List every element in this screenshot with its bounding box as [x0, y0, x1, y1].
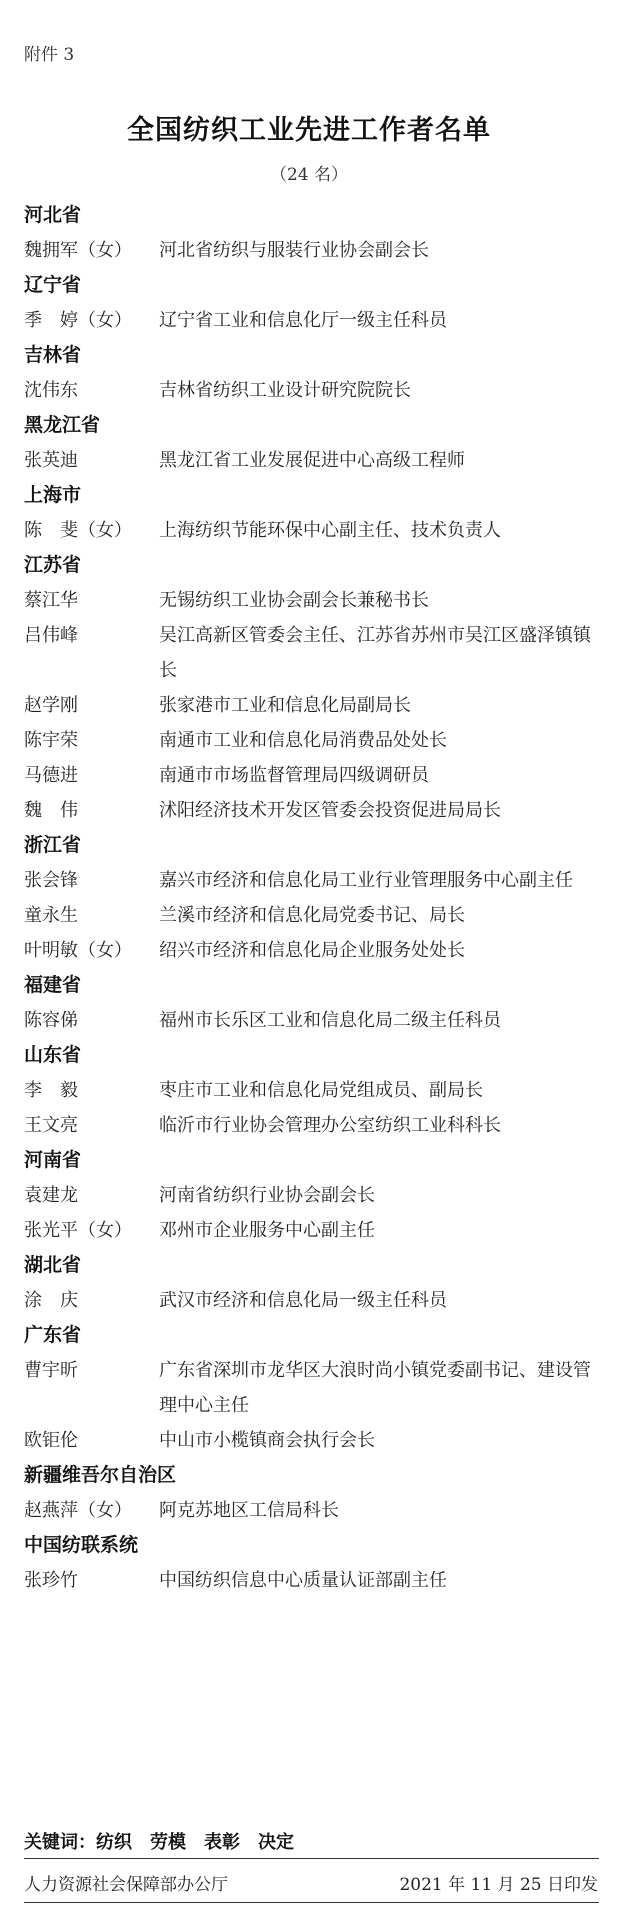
province-heading: 河北省: [24, 204, 82, 226]
issuing-office: 人力资源社会保障部办公厅: [24, 1875, 228, 1895]
honoree-position: 临沂市行业协会管理办公室纺织工业科科长: [159, 1115, 501, 1136]
province-heading: 江苏省: [24, 554, 82, 576]
honoree-position: 广东省深圳市龙华区大浪时尚小镇党委副书记、建设管理中心主任: [159, 1360, 591, 1416]
province-heading: 福建省: [24, 974, 82, 996]
honoree-name: 张会锋: [24, 870, 78, 891]
honoree-name: 李 毅: [24, 1080, 78, 1101]
honoree-entry: [24, 583, 599, 618]
honoree-entry: [24, 898, 599, 933]
honoree-name: 陈容俤: [24, 1010, 78, 1031]
honoree-name: 张珍竹: [24, 1570, 78, 1591]
honoree-name: 魏 伟: [24, 800, 78, 821]
province-heading: 广东省: [24, 1324, 82, 1346]
honoree-entry: [24, 373, 599, 408]
honoree-entry: [24, 1493, 599, 1528]
honoree-position: 张家港市工业和信息化局副局长: [159, 695, 411, 716]
honoree-entry: [24, 1108, 599, 1143]
honoree-position: 南通市工业和信息化局消费品处处长: [159, 730, 447, 751]
honoree-entry: [24, 1178, 599, 1213]
honoree-entry: [24, 1003, 599, 1038]
honoree-name: 魏拥军（女）: [24, 240, 132, 261]
province-heading: 辽宁省: [24, 274, 82, 296]
honoree-name: 叶明敏（女）: [24, 940, 132, 961]
province-heading: 湖北省: [24, 1254, 82, 1276]
province-heading: 黑龙江省: [24, 414, 101, 436]
honoree-name: 季 婷（女）: [24, 310, 132, 331]
honoree-name: 赵学刚: [24, 695, 78, 716]
issue-date: 2021 年 11 月 25 日印发: [399, 1875, 598, 1895]
province-heading: 山东省: [24, 1044, 82, 1066]
honoree-position: 中山市小榄镇商会执行会长: [159, 1430, 375, 1451]
honoree-position: 兰溪市经济和信息化局党委书记、局长: [159, 905, 465, 926]
recipient-count: （24 名）: [269, 165, 349, 185]
honoree-position: 无锡纺织工业协会副会长兼秘书长: [159, 590, 429, 611]
honoree-entry: [24, 1283, 599, 1318]
honoree-entry: [24, 1563, 599, 1598]
province-heading: 中国纺联系统: [24, 1534, 139, 1556]
honoree-position: 河南省纺织行业协会副会长: [159, 1185, 375, 1206]
honoree-entry: [24, 443, 599, 478]
province-heading: 新疆维吾尔自治区: [24, 1464, 177, 1486]
honoree-entry: [24, 303, 599, 338]
honoree-entry: [24, 513, 599, 548]
honoree-name: 沈伟东: [24, 380, 78, 401]
honoree-position: 沭阳经济技术开发区管委会投资促进局局长: [159, 800, 501, 821]
honoree-position: 阿克苏地区工信局科长: [159, 1500, 339, 1521]
honoree-entry: [24, 1353, 599, 1423]
footer-divider-top: [24, 1858, 599, 1859]
province-heading: 河南省: [24, 1149, 82, 1171]
honoree-position: 绍兴市经济和信息化局企业服务处处长: [159, 940, 465, 961]
honoree-position: 武汉市经济和信息化局一级主任科员: [159, 1290, 447, 1311]
honoree-position: 南通市市场监督管理局四级调研员: [159, 765, 429, 786]
honoree-name: 曹宇昕: [24, 1360, 78, 1381]
honoree-name: 涂 庆: [24, 1290, 78, 1311]
footer-divider-bottom: [24, 1902, 599, 1903]
honoree-position: 吴江高新区管委会主任、江苏省苏州市吴江区盛泽镇镇长: [159, 625, 591, 681]
honoree-position: 辽宁省工业和信息化厅一级主任科员: [159, 310, 447, 331]
honoree-name: 张光平（女）: [24, 1220, 132, 1241]
province-heading: 上海市: [24, 484, 82, 506]
honoree-name: 陈 斐（女）: [24, 520, 132, 541]
honoree-list: [24, 198, 599, 1598]
honoree-name: 童永生: [24, 905, 78, 926]
honoree-position: 中国纺织信息中心质量认证部副主任: [159, 1570, 447, 1591]
honoree-position: 黑龙江省工业发展促进中心高级工程师: [159, 450, 465, 471]
document-title: 全国纺织工业先进工作者名单: [127, 115, 491, 146]
honoree-entry: [24, 758, 599, 793]
honoree-entry: [24, 1213, 599, 1248]
honoree-name: 蔡江华: [24, 590, 78, 611]
honoree-entry: [24, 933, 599, 968]
honoree-position: 嘉兴市经济和信息化局工业行业管理服务中心副主任: [159, 870, 573, 891]
honoree-position: 福州市长乐区工业和信息化局二级主任科员: [159, 1010, 501, 1031]
province-heading: 浙江省: [24, 834, 82, 856]
honoree-name: 张英迪: [24, 450, 78, 471]
honoree-name: 马德进: [24, 765, 78, 786]
honoree-name: 欧钜伦: [24, 1430, 78, 1451]
province-heading: 吉林省: [24, 344, 82, 366]
honoree-entry: [24, 793, 599, 828]
annex-label: 附件 3: [24, 45, 75, 65]
honoree-position: 枣庄市工业和信息化局党组成员、副局长: [159, 1080, 483, 1101]
honoree-name: 袁建龙: [24, 1185, 78, 1206]
keywords-line: 关键词：纺织 劳模 表彰 决定: [24, 1832, 294, 1853]
honoree-name: 吕伟峰: [24, 625, 78, 646]
honoree-position: 吉林省纺织工业设计研究院院长: [159, 380, 411, 401]
honoree-entry: [24, 618, 599, 688]
honoree-entry: [24, 688, 599, 723]
honoree-name: 陈宇荣: [24, 730, 78, 751]
honoree-entry: [24, 863, 599, 898]
honoree-name: 赵燕萍（女）: [24, 1500, 132, 1521]
honoree-name: 王文亮: [24, 1115, 78, 1136]
honoree-position: 上海纺织节能环保中心副主任、技术负责人: [159, 520, 501, 541]
honoree-position: 河北省纺织与服装行业协会副会长: [159, 240, 429, 261]
honoree-entry: [24, 233, 599, 268]
honoree-position: 邓州市企业服务中心副主任: [159, 1220, 375, 1241]
honoree-entry: [24, 723, 599, 758]
honoree-entry: [24, 1073, 599, 1108]
honoree-entry: [24, 1423, 599, 1458]
